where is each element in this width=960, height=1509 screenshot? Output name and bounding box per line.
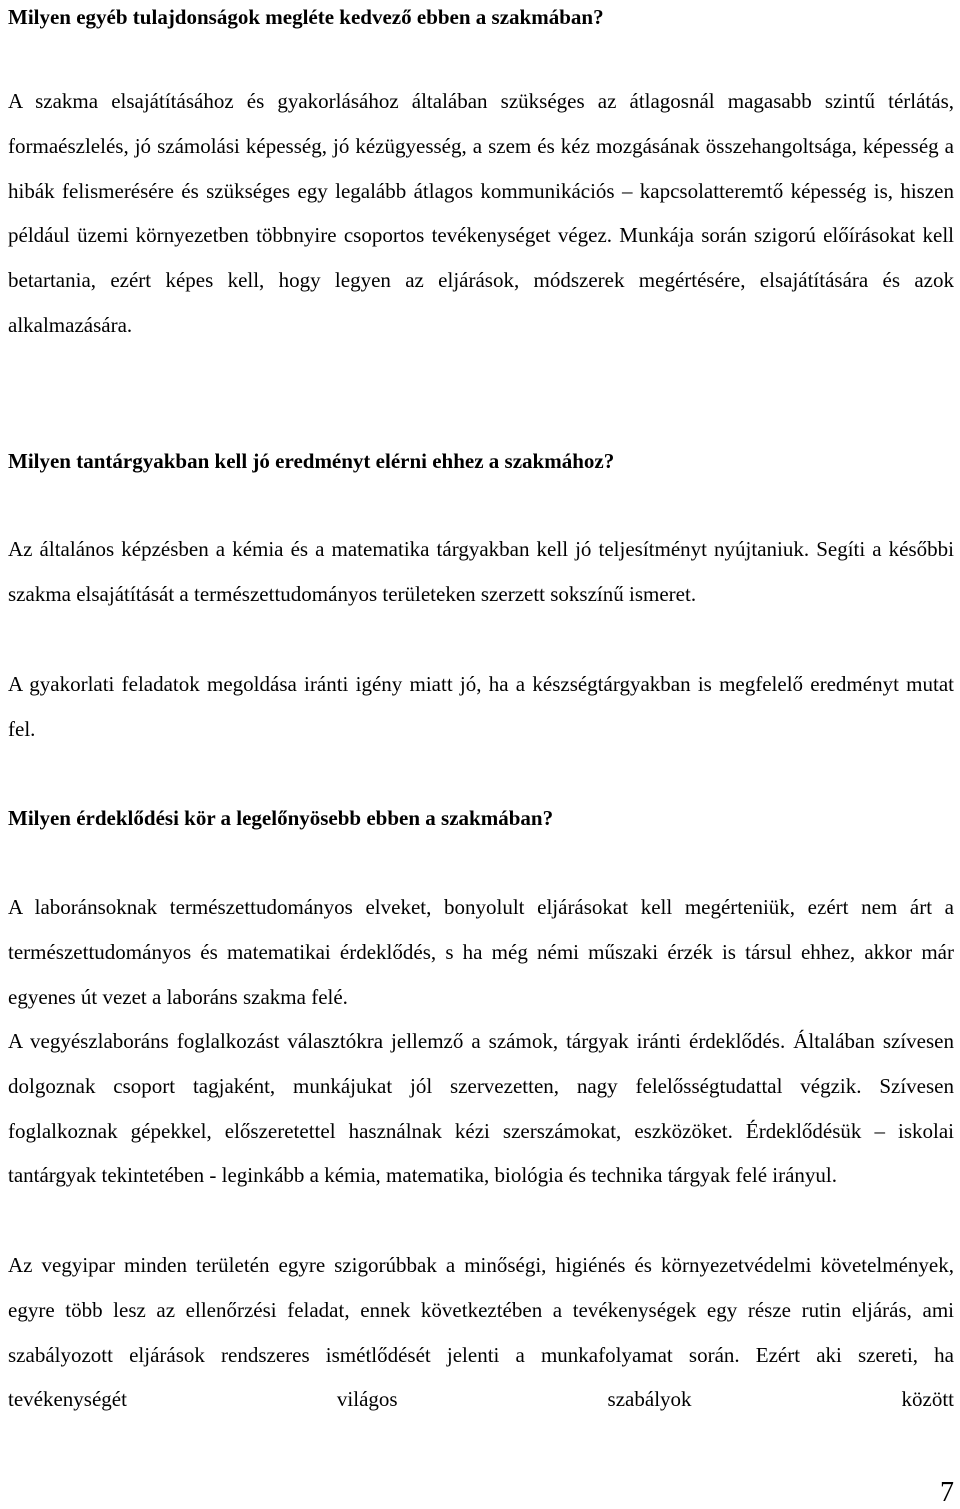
section-heading-other-qualities: Milyen egyéb tulajdonságok megléte kedvező ebben a szakmában? — [8, 5, 604, 29]
paragraph-interests-lab: A laboránsoknak természettudományos elveket, bonyolult eljárásokat kell megérteniük, ezért nem árt a természettudományos és matematikai érdeklődés, s ha még némi műszaki érzék is társul ehhez, akkor már egyenes út vezet a laboráns szakma felé. — [8, 895, 954, 1009]
paragraph-other-qualities: A szakma elsajátításához és gyakorlásához általában szükséges az átlagosnál magasabb szintű térlátás, formaészlelés, jó számolási képesség, jó kézügyesség, a szem és kéz mozgásának összehangoltsága, képesség a hibák felismerésére és szükséges egy legalább átlagos kommunikációs – kapcsolatteremtő képesség is, hiszen például üzemi környezetben többnyire csoportos tevékenységet végez. Munkája során szigorú előírásokat kell betartania, ezért képes kell, hogy legyen az eljárások, módszerek megértésére, elsajátítására és azok alkalmazására. — [8, 89, 954, 337]
paragraph-subjects-general: Az általános képzésben a kémia és a matematika tárgyakban kell jó teljesítményt nyújtaniuk. Segíti a későbbi szakma elsajátítását a természettudományos területeken szerzett sokszínű ismeret. — [8, 537, 954, 606]
paragraph-interests-chemist: A vegyészlaboráns foglalkozást választókra jellemző a számok, tárgyak iránti érdeklődés. Általában szívesen dolgoznak csoport tagjaként, munkájukat jól szervezetten, nagy felelősségtudattal végzik. Szívesen foglalkoznak gépekkel, előszeretettel használnak kézi szerszámokat, eszközöket. Érdeklődésük – iskolai tantárgyak tekintetében - leginkább a kémia, matematika, biológia és technika tárgyak felé irányul. — [8, 1029, 954, 1188]
section-heading-interests: Milyen érdeklődési kör a legelőnyösebb ebben a szakmában? — [8, 806, 554, 830]
paragraph-subjects-practical: A gyakorlati feladatok megoldása iránti igény miatt jó, ha a készségtárgyakban is megfelelő eredményt mutat fel. — [8, 672, 954, 741]
section-heading-subjects: Milyen tantárgyakban kell jó eredményt elérni ehhez a szakmához? — [8, 449, 615, 473]
paragraph-interests-industry: Az vegyipar minden területén egyre szigorúbbak a minőségi, higiénés és környezetvédelmi követelmények, egyre több lesz az ellenőrzési feladat, ennek következtében a tevékenységek egy része rutin eljárás, ami szabályozott eljárások rendszeres ismétlődését jelenti a munkafolyamat során. Ezért aki szereti, ha tevékenységét világos szabályok között — [8, 1253, 954, 1412]
page-number: 7 — [940, 1477, 954, 1508]
